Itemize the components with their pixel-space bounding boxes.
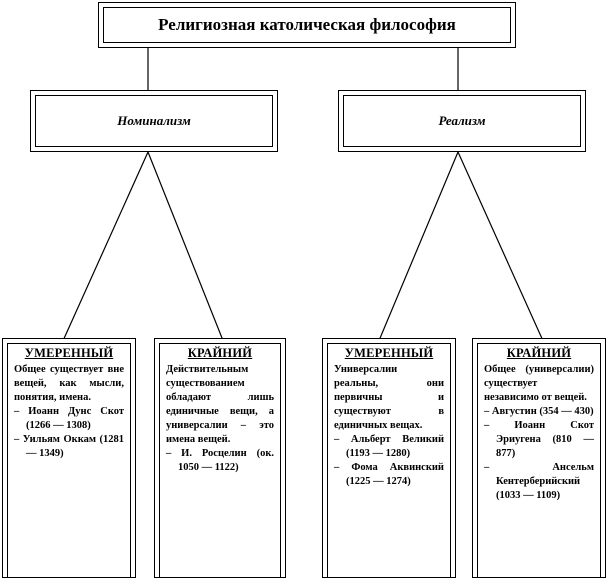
- leaf-nominalism-moderate: [2, 338, 136, 578]
- root-node-frame: [103, 7, 511, 43]
- connector-realism-extreme: [458, 152, 544, 343]
- representative-item: – И. Росцелин (ок. 1050 — 1122): [166, 447, 274, 475]
- leaf-representatives: [484, 405, 594, 503]
- branch-label-nominalism: Номинализм: [117, 113, 191, 128]
- branch-node-frame: [343, 95, 581, 147]
- branch-node-frame: [35, 95, 273, 147]
- leaf-description-text: Общее существует вне вещей, как мысли, понятия, имена.: [14, 364, 124, 403]
- representative-item: – Уильям Оккам (1281 — 1349): [14, 433, 124, 461]
- leaf-description: [334, 363, 444, 433]
- leaf-nominalism-extreme: [154, 338, 286, 578]
- leaf-frame: [477, 343, 601, 577]
- leaf-description: [484, 363, 594, 405]
- leaf-realism-moderate: [322, 338, 456, 578]
- representative-item: – Иоанн Скот Эриугена (810 — 877): [484, 419, 594, 461]
- leaf-heading: УМЕРЕННЫЙ: [344, 346, 434, 360]
- representative-item: – Иоанн Дунс Скот (1266 — 1308): [14, 405, 124, 433]
- representative-item: – Альберт Великий (1193 — 1280): [334, 433, 444, 461]
- branch-node-nominalism: [30, 90, 278, 152]
- leaf-frame: [7, 343, 131, 577]
- leaf-description-text: Действительным существованием обладают лишь единичные вещи, а универсалии – это имена вещей.: [166, 364, 274, 445]
- leaf-heading: КРАЙНИЙ: [506, 346, 572, 360]
- leaf-realism-extreme: [472, 338, 606, 578]
- diagram-title: Религиозная католическая философия: [158, 15, 456, 34]
- leaf-description: [166, 363, 274, 447]
- leaf-frame: [159, 343, 281, 577]
- leaf-description-text: Универсалии реальны, они первичны и существуют в единичных вещах.: [334, 364, 444, 431]
- leaf-frame: [327, 343, 451, 577]
- leaf-representatives: [166, 447, 274, 475]
- representative-item: – Ансельм Кентерберийский (1033 — 1109): [484, 461, 594, 503]
- leaf-description-text: Общее (универсалии) существует независимо от вещей.: [484, 364, 594, 403]
- connector-realism-moderate: [378, 152, 458, 343]
- representative-item: – Фома Аквинский (1225 — 1274): [334, 461, 444, 489]
- leaf-description: [14, 363, 124, 405]
- leaf-heading: УМЕРЕННЫЙ: [24, 346, 114, 360]
- leaf-representatives: [334, 433, 444, 489]
- connector-nominalism-moderate: [62, 152, 148, 343]
- leaf-heading: КРАЙНИЙ: [187, 346, 253, 360]
- leaf-representatives: [14, 405, 124, 461]
- branch-node-realism: [338, 90, 586, 152]
- representative-item: – Августин (354 — 430): [484, 405, 594, 419]
- branch-label-realism: Реализм: [438, 113, 486, 128]
- connector-nominalism-extreme: [148, 152, 224, 343]
- root-node: [98, 2, 516, 48]
